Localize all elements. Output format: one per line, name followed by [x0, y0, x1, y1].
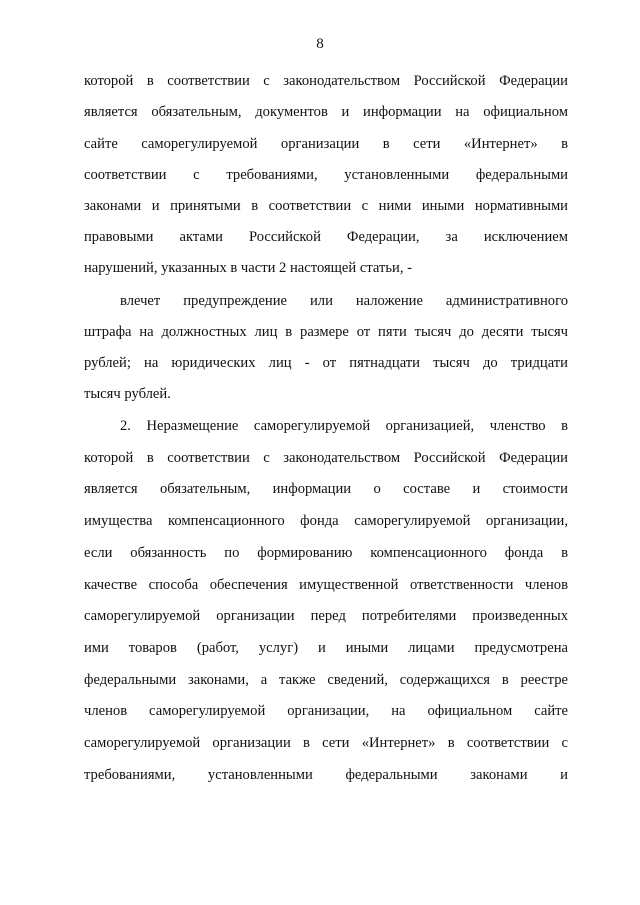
text-line: нарушений, указанных в части 2 настоящей статьи, - [84, 260, 412, 276]
text-line: саморегулируемой организации в сети «Интернет» в соответствии с [84, 735, 568, 751]
text-line: имущества компенсационного фонда саморегулируемой организации, [84, 513, 568, 529]
text-line: саморегулируемой организации перед потребителями произведенных [84, 608, 568, 624]
text-line: рублей; на юридических лиц - от пятнадцати тысяч до тридцати [84, 355, 568, 371]
text-line: соответствии с требованиями, установленными федеральными [84, 167, 568, 183]
text-line: сайте саморегулируемой организации в сети «Интернет» в [84, 136, 568, 152]
page-number: 8 [316, 36, 324, 52]
text-line: законами и принятыми в соответствии с ними иными нормативными [84, 198, 568, 214]
text-line: штрафа на должностных лиц в размере от пяти тысяч до десяти тысяч [84, 324, 568, 340]
text-line: 2. Неразмещение саморегулируемой организацией, членство в [120, 418, 568, 434]
text-line: которой в соответствии с законодательством Российской Федерации [84, 73, 568, 89]
text-line: правовыми актами Российской Федерации, за исключением [84, 229, 568, 245]
text-line: ими товаров (работ, услуг) и иными лицами предусмотрена [84, 640, 568, 656]
text-line: является обязательным, информации о составе и стоимости [84, 481, 568, 497]
text-line: если обязанность по формированию компенсационного фонда в [84, 545, 568, 561]
text-line: качестве способа обеспечения имущественной ответственности членов [84, 577, 568, 593]
text-line: является обязательным, документов и информации на официальном [84, 104, 568, 120]
text-line: членов саморегулируемой организации, на официальном сайте [84, 703, 568, 719]
text-line: влечет предупреждение или наложение административного [120, 293, 568, 309]
text-line: федеральными законами, а также сведений, содержащихся в реестре [84, 672, 568, 688]
text-line: которой в соответствии с законодательством Российской Федерации [84, 450, 568, 466]
text-line: тысяч рублей. [84, 386, 171, 402]
text-line: требованиями, установленными федеральными законами и [84, 767, 568, 783]
